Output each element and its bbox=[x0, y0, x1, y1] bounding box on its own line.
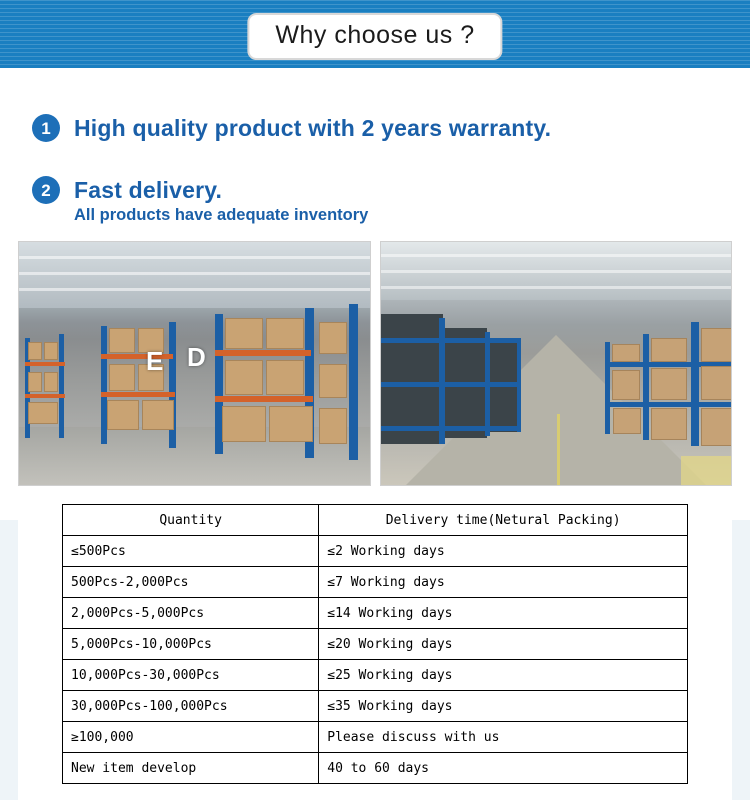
carton-box bbox=[701, 408, 733, 446]
carton-box bbox=[651, 408, 687, 440]
carton-box bbox=[142, 400, 174, 430]
carton-box bbox=[266, 318, 304, 349]
cell-quantity: 2,000Pcs-5,000Pcs bbox=[63, 598, 319, 629]
selling-point-2 bbox=[0, 176, 750, 204]
carton-box bbox=[266, 360, 304, 395]
rack-label-letter: D bbox=[187, 342, 206, 372]
rack-beam bbox=[101, 392, 175, 397]
rack-beam bbox=[381, 382, 521, 387]
cell-quantity: 500Pcs-2,000Pcs bbox=[63, 567, 319, 598]
ceiling-region bbox=[19, 242, 370, 308]
carton-box bbox=[651, 338, 687, 362]
table-row bbox=[63, 598, 688, 629]
carton-box bbox=[109, 328, 135, 353]
cell-quantity: New item develop bbox=[63, 753, 319, 784]
selling-point-1-text: High quality product with 2 years warranty. bbox=[74, 114, 552, 141]
rack-upright bbox=[349, 304, 358, 460]
page-title: Why choose us ? bbox=[247, 13, 502, 60]
carton-box bbox=[107, 400, 139, 430]
column-header-delivery-time: Delivery time(Netural Packing) bbox=[319, 505, 688, 536]
rack-beam bbox=[25, 362, 65, 366]
rack-upright bbox=[691, 322, 699, 446]
cell-delivery-time: ≤25 Working days bbox=[319, 660, 688, 691]
carton-box bbox=[222, 406, 266, 442]
carton-box bbox=[613, 408, 641, 434]
rack-beam bbox=[215, 396, 313, 402]
cell-delivery-time: ≤20 Working days bbox=[319, 629, 688, 660]
cell-quantity: 5,000Pcs-10,000Pcs bbox=[63, 629, 319, 660]
floor-marking-line bbox=[557, 414, 560, 486]
rack-upright bbox=[59, 334, 64, 438]
carton-box bbox=[28, 402, 58, 424]
cell-quantity: 30,000Pcs-100,000Pcs bbox=[63, 691, 319, 722]
carton-box bbox=[701, 328, 733, 362]
carton-box bbox=[319, 364, 347, 398]
left-margin-rail bbox=[0, 520, 18, 800]
table-row bbox=[63, 691, 688, 722]
carton-box bbox=[319, 322, 347, 354]
main-content bbox=[0, 68, 750, 784]
rack-upright bbox=[605, 342, 610, 434]
carton-box bbox=[109, 364, 135, 391]
header-banner bbox=[0, 0, 750, 68]
cell-quantity: 10,000Pcs-30,000Pcs bbox=[63, 660, 319, 691]
table-row bbox=[63, 536, 688, 567]
selling-point-1 bbox=[0, 114, 750, 142]
rack-upright bbox=[439, 318, 445, 444]
cell-delivery-time: ≤2 Working days bbox=[319, 536, 688, 567]
carton-box bbox=[612, 344, 640, 362]
table-row bbox=[63, 629, 688, 660]
column-header-quantity: Quantity bbox=[63, 505, 319, 536]
cell-delivery-time: ≤7 Working days bbox=[319, 567, 688, 598]
ceiling-beam bbox=[381, 254, 732, 257]
table-row bbox=[63, 753, 688, 784]
cell-quantity: ≤500Pcs bbox=[63, 536, 319, 567]
warehouse-photo-2 bbox=[380, 241, 733, 486]
photo-gallery bbox=[0, 241, 750, 486]
selling-point-2-subtext: All products have adequate inventory bbox=[74, 206, 369, 224]
carton-box bbox=[225, 318, 263, 349]
cell-delivery-time: Please discuss with us bbox=[319, 722, 688, 753]
carton-box bbox=[28, 372, 42, 392]
cell-delivery-time: 40 to 60 days bbox=[319, 753, 688, 784]
ceiling-beam bbox=[381, 286, 732, 289]
carton-box bbox=[225, 360, 263, 395]
ceiling-beam bbox=[19, 272, 370, 275]
carton-box bbox=[319, 408, 347, 444]
ceiling-beam bbox=[19, 256, 370, 259]
cell-delivery-time: ≤14 Working days bbox=[319, 598, 688, 629]
right-margin-rail bbox=[732, 520, 750, 800]
table-row bbox=[63, 567, 688, 598]
ceiling-beam bbox=[381, 270, 732, 273]
rack-upright bbox=[643, 334, 649, 440]
rack-upright bbox=[517, 342, 521, 432]
delivery-table-wrapper bbox=[0, 486, 750, 784]
ceiling-beam bbox=[19, 288, 370, 291]
carton-box bbox=[612, 370, 640, 400]
rack-beam bbox=[381, 338, 521, 343]
delivery-time-table bbox=[62, 504, 688, 784]
table-row bbox=[63, 660, 688, 691]
rack-beam bbox=[381, 426, 521, 431]
carton-box bbox=[44, 372, 58, 392]
carton-box bbox=[269, 406, 313, 442]
shelf-block bbox=[381, 314, 443, 444]
carton-box bbox=[28, 342, 42, 360]
cell-delivery-time: ≤35 Working days bbox=[319, 691, 688, 722]
floor-region bbox=[19, 427, 370, 485]
table-header-row bbox=[63, 505, 688, 536]
table-row bbox=[63, 722, 688, 753]
rack-beam bbox=[215, 350, 311, 356]
rack-upright bbox=[485, 332, 490, 436]
rack-beam bbox=[605, 402, 733, 407]
rack-label-letter: E bbox=[146, 346, 164, 376]
selling-point-2-text: Fast delivery. bbox=[74, 176, 223, 203]
warehouse-photo-1 bbox=[18, 241, 371, 486]
carton-box bbox=[701, 366, 733, 400]
number-badge-1: 1 bbox=[32, 114, 60, 142]
cell-quantity: ≥100,000 bbox=[63, 722, 319, 753]
carton-box bbox=[651, 368, 687, 400]
number-badge-2: 2 bbox=[32, 176, 60, 204]
rack-beam bbox=[25, 394, 65, 398]
carton-box bbox=[44, 342, 58, 360]
floor-light-patch bbox=[681, 456, 733, 486]
